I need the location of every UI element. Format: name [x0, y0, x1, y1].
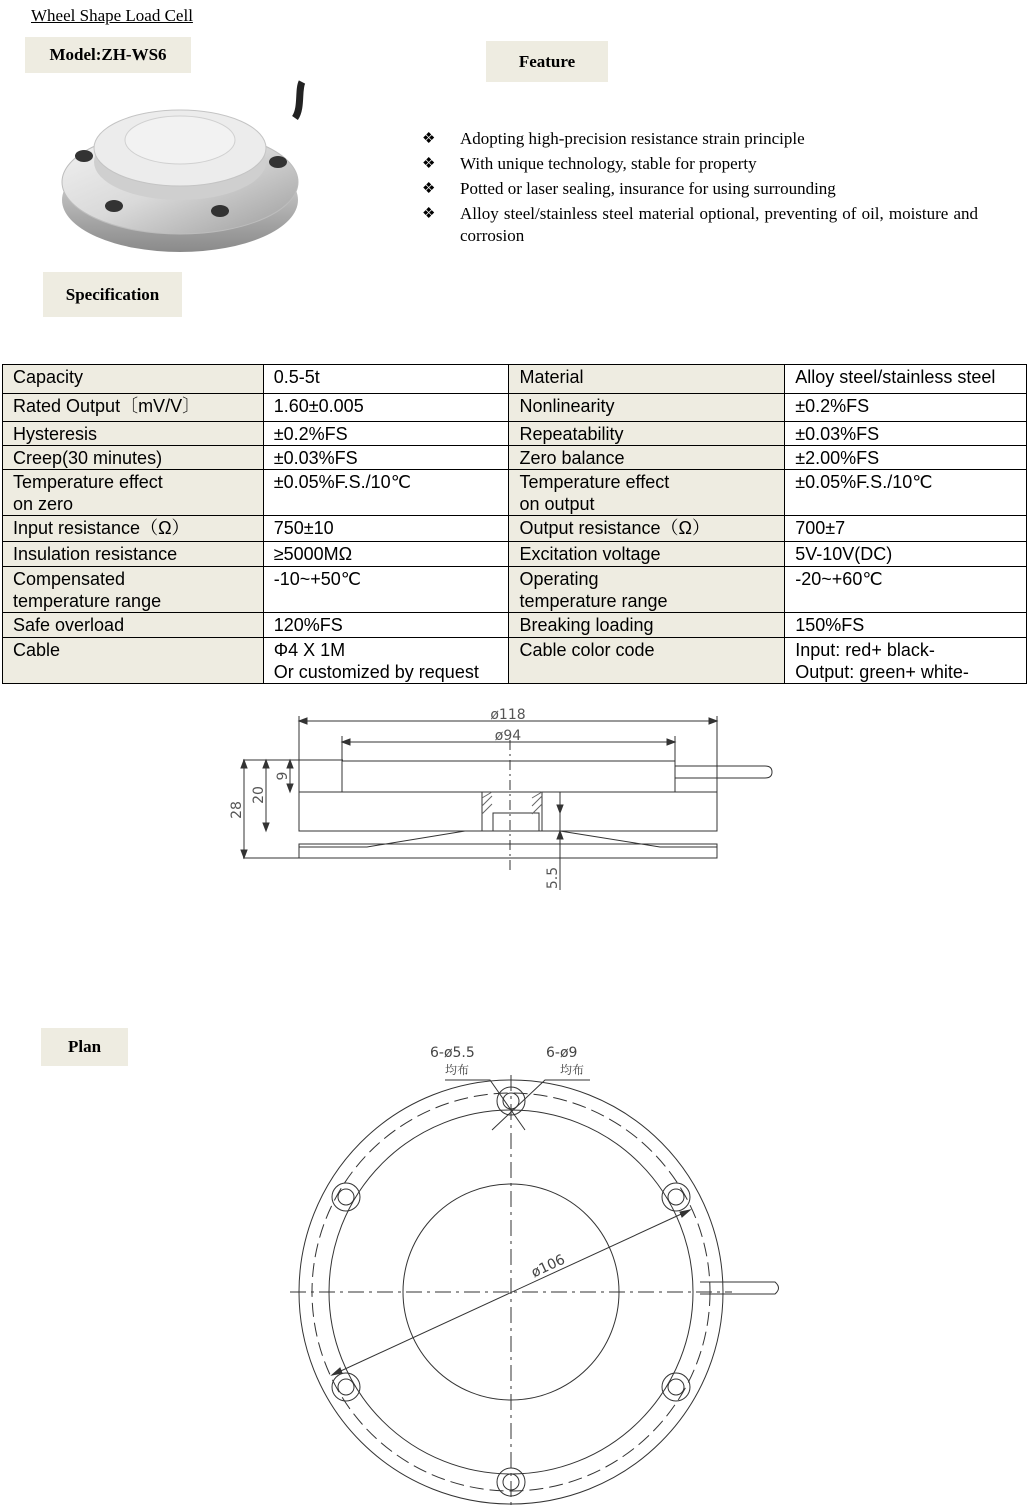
table-row	[3, 446, 1027, 470]
feature-heading: Feature	[486, 41, 608, 82]
spec-label: Cable	[3, 638, 264, 684]
document-title: Wheel Shape Load Cell	[31, 6, 193, 25]
product-photo	[40, 78, 330, 272]
table-row	[3, 542, 1027, 567]
feature-item: ❖ Adopting high-precision resistance strain principle	[422, 129, 805, 148]
table-row	[3, 422, 1027, 446]
side-elevation-drawing	[0, 700, 1033, 900]
feature-item: ❖ Alloy steel/stainless steel material optional, preventing of oil, moisture and corrosion	[422, 204, 978, 245]
spec-value: 0.5-5t	[263, 365, 509, 394]
spec-value: Input: red+ black- Output: green+ white-	[785, 638, 1027, 684]
spec-label: Compensated temperature range	[3, 567, 264, 613]
spec-label: Breaking loading	[509, 613, 785, 638]
dim-total-height-label: 28	[229, 801, 245, 819]
spec-value: ±0.03%FS	[263, 446, 509, 470]
spec-label: Repeatability	[509, 422, 785, 446]
spec-label: Creep(30 minutes)	[3, 446, 264, 470]
cable	[295, 82, 302, 118]
spec-label: Input resistance（Ω）	[3, 516, 264, 542]
table-row	[3, 394, 1027, 422]
spec-value: 5V-10V(DC)	[785, 542, 1027, 567]
spec-value: ±0.2%FS	[263, 422, 509, 446]
spec-label: Nonlinearity	[509, 394, 785, 422]
spec-value: ±0.05%F.S./10℃	[785, 470, 1027, 516]
spec-label: Temperature effect on zero	[3, 470, 264, 516]
spec-label: Operating temperature range	[509, 567, 785, 613]
large-holes-label: 6-ø9	[546, 1045, 578, 1061]
table-row	[3, 365, 1027, 394]
large-holes-note: 均布	[560, 1063, 585, 1077]
spec-value: Alloy steel/stainless steel	[785, 365, 1027, 394]
dim-top-height-label: 9	[275, 771, 291, 781]
spec-value: 750±10	[263, 516, 509, 542]
spec-value: -10~+50℃	[263, 567, 509, 613]
diamond-bullet-icon: ❖	[422, 156, 436, 172]
feature-list	[420, 128, 978, 250]
table-row	[3, 613, 1027, 638]
plan-drawing	[0, 1030, 1033, 1510]
spec-value: ±2.00%FS	[785, 446, 1027, 470]
dim-outer-label: ø118	[490, 707, 526, 723]
spec-label: Rated Output〔mV/V〕	[3, 394, 264, 422]
spec-value: ≥5000MΩ	[263, 542, 509, 567]
small-holes-note: 均布	[445, 1063, 470, 1077]
spec-label: Temperature effect on output	[509, 470, 785, 516]
spec-value: ±0.03%FS	[785, 422, 1027, 446]
table-row	[3, 516, 1027, 542]
spec-label: Safe overload	[3, 613, 264, 638]
dim-body-height-label: 20	[251, 786, 267, 804]
spec-table	[2, 364, 1027, 684]
spec-value: ±0.2%FS	[785, 394, 1027, 422]
spec-label: Material	[509, 365, 785, 394]
diamond-bullet-icon: ❖	[422, 181, 436, 197]
spec-label: Excitation voltage	[509, 542, 785, 567]
table-row	[3, 567, 1027, 613]
top-boss-outline	[342, 761, 675, 792]
body-outline	[299, 792, 717, 831]
spec-label: Output resistance（Ω）	[509, 516, 785, 542]
spec-label: Hysteresis	[3, 422, 264, 446]
diamond-bullet-icon: ❖	[422, 206, 436, 222]
specification-heading: Specification	[43, 272, 182, 317]
feature-item: ❖ Potted or laser sealing, insurance for using surrounding	[422, 179, 836, 198]
spec-value: 700±7	[785, 516, 1027, 542]
dim-gap-label: 5.5	[545, 866, 561, 890]
dim-inner-label: ø94	[494, 728, 522, 744]
plan-heading: Plan	[41, 1028, 128, 1066]
small-holes-label: 6-ø5.5	[430, 1045, 475, 1061]
dim-pcd-label: ø106	[528, 1251, 568, 1282]
spec-value: -20~+60℃	[785, 567, 1027, 613]
table-row	[3, 638, 1027, 684]
feature-item: ❖ With unique technology, stable for property	[422, 154, 757, 173]
spec-value: ±0.05%F.S./10℃	[263, 470, 509, 516]
diamond-bullet-icon: ❖	[422, 131, 436, 147]
spec-label: Cable color code	[509, 638, 785, 684]
spec-label: Capacity	[3, 365, 264, 394]
spec-value: 120%FS	[263, 613, 509, 638]
table-row	[3, 470, 1027, 516]
spec-value: Φ4 X 1M Or customized by request	[263, 638, 509, 684]
spec-value: 150%FS	[785, 613, 1027, 638]
model-label: Model:ZH-WS6	[25, 37, 191, 73]
spec-label: Insulation resistance	[3, 542, 264, 567]
spec-value: 1.60±0.005	[263, 394, 509, 422]
spec-label: Zero balance	[509, 446, 785, 470]
